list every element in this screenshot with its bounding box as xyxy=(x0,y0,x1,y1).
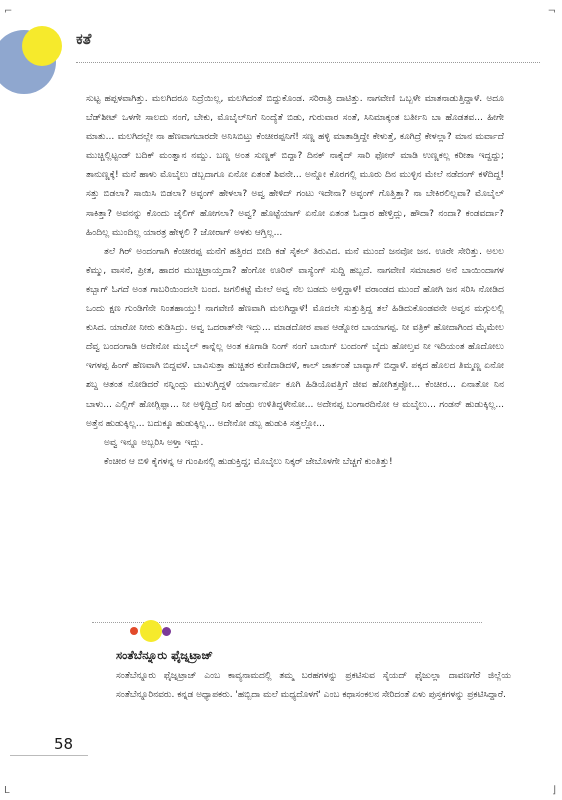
author-name: ಸಂತೆಬೆನ್ನೂರು ಫೈಜ್ನಟ್ರಾಜ್ xyxy=(116,648,213,662)
decorative-purple-dot xyxy=(162,627,171,636)
author-box xyxy=(116,648,511,704)
decorative-yellow-dot xyxy=(140,620,162,642)
story-paragraph: ಕೆಂಚೀರ ಆ ಬಿಳಿ ಕೈಗಳನ್ನ ಆ ಗುಂಪಿನಲ್ಲಿ ಹುಡುಕ್ತಿದ್ದ; ಮೊಬೈಲು ನಿಕ್ಕರ್ ಜೇಬೊಳಗೇ ಬೆಚ್ಚಗೆ ಕುಂತಿತ್ತು! xyxy=(104,456,393,467)
crop-mark: L xyxy=(4,785,10,796)
page-number-rule xyxy=(10,755,88,756)
crop-mark: ⌐ xyxy=(4,6,13,17)
story-body xyxy=(86,90,504,472)
section-label: ಕತೆ xyxy=(76,30,92,48)
author-bio: ಸಂತೆಬೆನ್ನೂರು ಫೈಜ್ನಟ್ರಾಜ್ ಎಂಬ ಕಾವ್ಯನಾಮದಲ್ಲಿ ತಮ್ಮ ಬರಹಗಳನ್ನು ಪ್ರಕಟಿಸುವ ಸೈಯದ್ ಫೈಜುಲ್ಲಾ ದಾವಣಗೆರೆ ಜಿಲ್ಲೆಯ ಸಂತೆಬೆನ್ನೂರಿನವರು. ಕನ್ನಡ ಅಧ್ಯಾಪಕರು. 'ಹಬ್ಬಿದಾ ಮಲೆ ಮಧ್ಯದೊಳಗೆ' ಎಂಬ ಕಥಾಸಂಕಲನ ಸೇರಿದಂತೆ ಏಳು ಪುಸ್ತಕಗಳನ್ನು ಪ್ರಕಟಿಸಿದ್ದಾರೆ. xyxy=(116,671,511,700)
decorative-red-dot xyxy=(130,627,138,635)
header-divider xyxy=(76,62,540,63)
story-paragraph: ತಲೆ ಗಿರ್ ಅಂದಂಗಾಗಿ ಕೆಂಚೀರಪ್ಪ ಮನೆಗೆ ಹತ್ತಿರದ ಬೀದಿ ಕಡೆ ಸೈಕಲ್ ತಿರುವಿದ. ಮನೆ ಮುಂದೆ ಜನವೋ ಜನ. ಊರೇ ಸೇರಿತ್ತು. ಅಲಲ ಕೆಮ್ಮು, ವಾಸನೆ, ಪ್ರೀತ, ಹಾದರ ಮುಚ್ಚಿಟ್ರಾಯ್ತದಾ? ಹೆಂಗೋ ಊರಿನ್ ವಾಸ್ಯೆಂಗ್ ಸುದ್ದಿ ಹಬ್ಬದೆ. ನಾಗವೇಣಿ ಸಮಾಚಾರ ಅನೆ ಬಾಯಿಂದಾಗಳ ಕಬ್ಬಾಗ್ ಓಗದೆ ಅಂತ ಗಾಬರಿಯಿಂದಲೇ ಬಂದ. ಜಗಲಿಕಟ್ಟೆ ಮೇಲೆ ಅವ್ವ ನೆಲ ಬಡದು ಅಳ್ತಿದ್ದಾಳೆ! ವರಾಂಡದ ಮುಂದೆ ಹೋಗಿ ಜನ ಸರಿಸಿ ನೋಡಿದ ಒಂದು ಕ್ಷಣ ಗುಂಡಿಗೆನೇ ನಿಂತಹಾಯ್ತು! ನಾಗವೇಣಿ ಹೆಣವಾಗಿ ಮಲಗಿದ್ದಾಳೆ! ಮೊದಲೇ ಸುತ್ತುತ್ತಿದ್ದ ತಲೆ ಹಿಡಿದುಕೊಂಡವನೇ ಅವ್ವನ ಮಗ್ಗುಲಲ್ಲಿ ಕುಸಿದ. ಯಾರೋ ನೀರು ಕುಡಿಸಿದ್ರು. ಅವ್ವ ಒದರಾತ್‌ನೇ ಇದ್ಲು... ಮಾಡದೋರ ಪಾಪ ಆಡ್ನೋರ ಬಾಯಾಗಪ್ಪ. ನೀ ವತ್ರಿಕ್ ಹೋದಾಗಿಂದ ಮೈಮೇಲ ದೆವ್ವ ಬಂದಂಗಾಡಿ ಅದೇನೋ ಮಬೈಲ್ ಕಾನ್ನೆಲ್ಲ ಅಂತ ಕೂಗಾಡಿ ನಿಂಗ್ ನಂಗೆ ಬಾಯಿಗ್ ಬಂದಂಗ್ ಬೈದು ಹೋಲ್ತವ ನೀ ಇದಿಯಂತ ಹೊದೋಲು ಇಗಳಪ್ಪ ಹಿಂಗ್ ಹೆಣವಾಗಿ ಬಿದ್ದವಳೆ. ಬಾವಿಸುತ್ತಾ ಹುಚ್ಚಿತರ ಕುಣಿದಾಡಿದಳೆ, ಕಾಲ್ ಜಾರ್ತಂತೆ ಬಾವ್ಯಾಗ್ ಬಿದ್ದಾಳೆ. ಪಕ್ಕದ ಹೊಲದ ತಿಮ್ಮಣ್ಣ ಏನೋ ಶಬ್ದ ಆತಂತ ನೋಡಿದರೆ ನನ್ನಿಂದ್ಲು ಮುಳುಗ್ತಿದ್ದಳೆ ಯಾರ್ನಾರ್ನೋ ಕೂಗಿ ಹಿಡಿಯೊವತ್ತಿಗೆ ಜೀವ ಹೋಗಿತ್ತಪ್ಪೋ... ಕೆಂಚೀರ... ಏನಾತೋ ನಿನ ಬಾಳು... ಎಲ್ಲಿಗ್ ಹೋಗ್ಲಿಪ್ಪಾ... ನೀ ಅಳ್ಳಿದ್ದಿದ್ರೆ ನಿನ ಹೆಂಡ್ರು ಉಳಿತಿದ್ದಳೇನೋ... ಅದೇನಪ್ಪ ಬಂಗಾರದಿನೋ ಆ ಮಬೈಲು... ಗಂಡನ್ ಹುಡುಕ್ಕಿಲ್ಲ... ಅತ್ತೆನ ಹುಡುಕ್ಕಿಲ್ಲ... ಬದುಕ್ಕೂ ಹುಡುಕ್ಕಿಲ್ಲ... ಅದೇನೋ ಡಬ್ಬ ಹುಡುಕಿ ಸತ್ತಲ್ಲೋ... xyxy=(86,246,504,429)
decorative-yellow-circle xyxy=(22,26,62,66)
crop-mark: ¬ xyxy=(547,6,556,17)
crop-mark: ⌋ xyxy=(552,785,556,796)
story-paragraph: ಅವ್ವ ಇನ್ನೂ ಅಬ್ಬರಿಸಿ ಅಳ್ತಾ ಇದ್ಲು. xyxy=(104,437,204,448)
story-paragraph: ಸುಟ್ಟ ಹಪ್ಪಳವಾಗಿತ್ತು. ಮಲಗಿದರೂ ನಿದ್ರೆಯಿಲ್ಲ, ಮಲಗಿದಂತೆ ಬಿದ್ದುಕೊಂಡ. ಸರಿರಾತ್ರಿ ದಾಟಿತ್ತು. ನಾಗವೇಣಿ ಒಬ್ಬಳೇ ಮಾತನಾಡುತ್ತಿದ್ದಾಳೆ. ಅದೂ ಬೆಡ್‌ಶೀಟ್ ಒಳಗೇ ಸಾಲದು ನಂಗೆ, ಬೇಕು, ಮೊಬೈಲ್‌ನಿಗೆ ನಿಂದ್ಯೆತೆ ಬಿಡು, ಗುರುವಾರ ಸಂತೆ, ಸಿನಿಮಾಕ್ಕಂತ ಬರ್ತೀನಿ ಬಾ ಹೊಡತವ... ಹೀಗೇ ಮಾತು... ಮಲಗಿದಲ್ಲೇ ನಾ ಹೆಣವಾಗಬಾರದೇ ಅನಿಸಿಬಿಟ್ತು ಕೆಂಚೀರಪ್ಪನಿಗೆ! ಸಣ್ಣ ಹಳ್ಳಿ ಮಾತಾಡ್ತಿದ್ದೇ ಕೇಳುತ್ತೆ, ಕೂಗಿದ್ರೆ ಕೇಳಲ್ಲಾ? ಮಾನ ಮರ್ವಾದೆ ಮುಚ್ಚಿಲ್ಲಿಟ್ಟಂಡ್ ಬದಿಕ್ ಮಂತ್ವಾನ ನಮ್ದು. ಬಣ್ಣ ಅಂತ ಸುಣ್ಣಕ್ ಬಿದ್ದಾ? ದಿನಕ್ ನಾಕೈದ್ ಸಾರಿ ಫೋನ್ ಮಾಡಿ ಉಣ್ಣಕಲ್ಲ ಕರೀತಾ ಇದ್ದದ್ದು; ತಾನುಣ್ಣಕ್ಕೆ! ಮನೆ ಹಾಳು ಮೊಬೈಲು ಡಬ್ಬದಾಗೂ ಏನೋ ಏತಂತೆ ಶಿವನೇ... ಅನ್ನೋ ಕೊರಗಲ್ಲಿ ಮೂರು ದಿನ ಮುಳ್ಳಿನ ಮೇಲೆ ನಡೆದಂಗ್ ಕಳೆದಿದ್ದ! ಸತ್ತು ಬಿಡಲಾ? ಸಾಯಿಸಿ ಬಿಡಲಾ? ಅವ್ಳಂಗ್ ಹೇಳಲಾ? ಅವ್ವ ಹೇಳಿದ್ ಗಂಟು ಇದೇನಾ? ಅವ್ಳಂಗ್ ಗೊತ್ತಿತ್ತಾ? ನಾ ಬೇಕಿರಲಿಲ್ಲವಾ? ಮೊಬೈಲ್ ಸಾಕಿತ್ತಾ? ಅವನನ್ನು ಕೊಂದು ಜೈಲಿಗ್ ಹೋಗಲಾ? ಅವ್ವ? ಹೊಟ್ಟೆಯಾಗ್ ಏನೋ ಏತಂತ ಓದ್ತಾರ ಹೇಳ್ತಿದ್ಲು, ಹೌದಾ? ನಂದಾ? ಕಂಡವರ್ದಾ? ಹಿಂದಿಲ್ಲ ಮುಂದಿಲ್ಲ ಯಾರತ್ರ ಹೇಳ್ಳಲಿ ? ಜೋರಾಗ್ ಅಳಕು ಆಗ್ತಿಲ್ಲ... xyxy=(86,94,504,238)
page-number: 58 xyxy=(54,735,74,753)
